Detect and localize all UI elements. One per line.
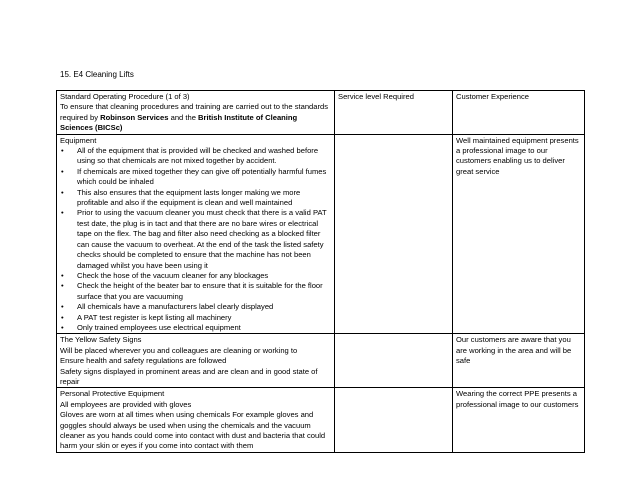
ppe-service-level [335, 388, 453, 452]
list-item: • Check the hose of the vacuum cleaner for any blockages [60, 271, 331, 281]
equipment-service-level [335, 134, 453, 334]
table-header-row [57, 91, 585, 135]
list-item: • Only trained employees use electrical equipment [60, 323, 331, 333]
yellow-signs-line: Ensure health and safety regulations are followed [60, 356, 227, 366]
service-level-header: Service level Required [335, 91, 453, 135]
list-item: • A PAT test register is kept listing all machinery [60, 313, 331, 323]
sop-title: Standard Operating Procedure (1 of 3) [60, 92, 190, 101]
sop-table [56, 90, 585, 453]
yellow-signs-cell [57, 334, 335, 388]
ppe-line: All employees are provided with gloves [60, 399, 192, 409]
list-item: • Check the height of the beater bar to ensure that it is suitable for the floor surface that you are vacuuming [60, 281, 331, 302]
sop-institute-name: British Institute of Cleaning Sciences (BICSc) [60, 112, 298, 133]
equipment-cell [57, 134, 335, 334]
section-heading: 15. E4 Cleaning Lifts [60, 70, 134, 79]
yellow-signs-service-level [335, 334, 453, 388]
list-item: • If chemicals are mixed together they can give off potentially harmful fumes which could be inhaled [60, 167, 331, 188]
sop-header-cell [57, 91, 335, 135]
equipment-title: Equipment [60, 135, 97, 145]
table-row-yellow-signs [57, 334, 585, 388]
ppe-title: Personal Protective Equipment [60, 389, 165, 399]
yellow-signs-line: Safety signs displayed in prominent areas and are clean and in good state of repair [60, 366, 318, 386]
sop-text-and: and the [168, 112, 199, 122]
ppe-cell [57, 388, 335, 452]
table-row-ppe [57, 388, 585, 452]
list-item: • Prior to using the vacuum cleaner you must check that there is a valid PAT test date, the plug is in tact and that there are no bare wires or electrical tape on the flex. The bag and filter also need checking as a blocked filter can cause the vacuum to overheat. At the end of the task the listed safety checks should be completed to ensure that the machine has not been damaged whilst you have been using it [60, 208, 331, 270]
yellow-signs-title: The Yellow Safety Signs [60, 335, 142, 345]
equipment-customer-experience: Well maintained equipment presents a professional image to our customers enabling us to deliver great service [453, 134, 585, 334]
table-row-equipment [57, 134, 585, 334]
list-item: • All of the equipment that is provided will be checked and washed before using so that chemicals are not mixed together by accident. [60, 146, 331, 167]
ppe-line: Gloves are worn at all times when using chemicals For example gloves and goggles should always be used when using the chemicals and the vacuum cleaner as you hands could come into contact with dust and bacteria that could harm your skin or eyes if you come into contact with them [60, 410, 326, 451]
yellow-signs-line: Will be placed wherever you and colleagues are cleaning or working to [60, 345, 298, 355]
ppe-customer-experience: Wearing the correct PPE presents a professional image to our customers [453, 388, 585, 452]
customer-experience-header: Customer Experience [453, 91, 585, 135]
yellow-signs-customer-experience: Our customers are aware that you are working in the area and will be safe [453, 334, 585, 388]
list-item: • All chemicals have a manufacturers label clearly displayed [60, 302, 331, 312]
list-item: • This also ensures that the equipment lasts longer making we more profitable and also if the equipment is clean and well maintained [60, 188, 331, 209]
sop-company-name: Robinson Services [100, 112, 169, 122]
sop-text: To ensure that cleaning procedures and training are carried out to the standards required by [60, 102, 329, 122]
equipment-bullet-list [60, 146, 331, 333]
